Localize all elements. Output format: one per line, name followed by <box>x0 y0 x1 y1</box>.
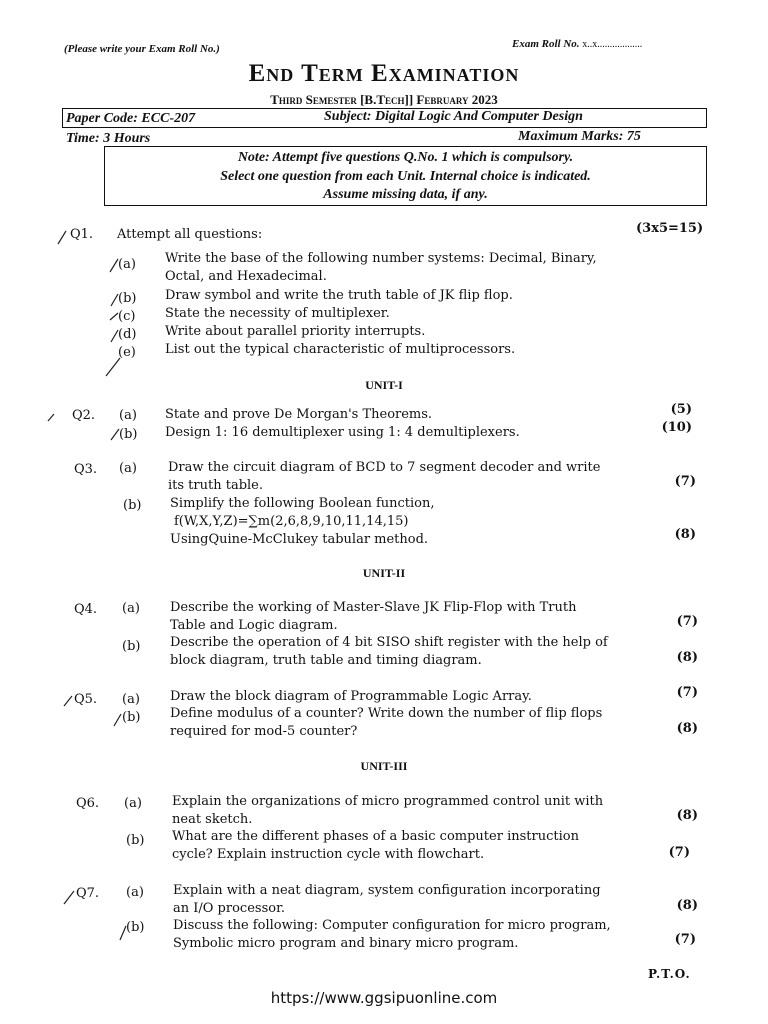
q5-a-marks: (7) <box>676 685 698 700</box>
q1-a-text-2: Octal, and Hexadecimal. <box>165 269 327 284</box>
q7-number: Q7. <box>76 886 100 901</box>
q1-b-label: (b) <box>118 291 137 306</box>
roll-value: x..x.................. <box>582 39 643 50</box>
q5-b-label: (b) <box>122 710 141 725</box>
website-url[interactable]: https://www.ggsipuonline.com <box>270 989 498 1007</box>
q4-a-label: (a) <box>122 601 140 616</box>
tick-mark-icon <box>58 231 66 244</box>
q7-b-marks: (7) <box>674 932 696 947</box>
tick-mark-icon <box>48 414 54 421</box>
q6-number: Q6. <box>76 796 100 811</box>
q6-a-label: (a) <box>124 796 142 811</box>
note-line-3: Assume missing data, if any. <box>323 187 488 202</box>
q1-d-label: (d) <box>118 327 137 342</box>
tick-mark-icon <box>106 358 120 376</box>
q3-b-marks: (8) <box>674 527 696 542</box>
q6-a-text-2: neat sketch. <box>172 812 253 827</box>
q1-e-label: (e) <box>118 345 136 360</box>
q4-a-text-2: Table and Logic diagram. <box>170 618 338 633</box>
q6-a-text-1: Explain the organizations of micro programmed control unit with <box>172 794 604 809</box>
q3-b-label: (b) <box>123 498 142 513</box>
q1-text: Attempt all questions: <box>117 227 263 242</box>
maximum-marks: Maximum Marks: 75 <box>518 129 641 144</box>
q4-b-marks: (8) <box>676 650 698 665</box>
paper-code: Paper Code: ECC-207 <box>66 111 196 126</box>
q2-number: Q2. <box>72 408 96 423</box>
tick-mark-icon <box>110 259 118 272</box>
subject: Subject: Digital Logic And Computer Design <box>324 109 583 124</box>
q6-b-text-2: cycle? Explain instruction cycle with flowchart. <box>172 847 485 862</box>
q4-b-label: (b) <box>122 639 141 654</box>
pto-label: P.T.O. <box>648 967 691 981</box>
q6-a-marks: (8) <box>676 808 698 823</box>
q1-number: Q1. <box>70 227 94 242</box>
q3-number: Q3. <box>74 462 98 477</box>
tick-mark-icon <box>111 294 118 306</box>
q1-c-label: (c) <box>118 309 136 324</box>
q2-b-marks: (10) <box>661 420 692 435</box>
note-line-2: Select one question from each Unit. Internal choice is indicated. <box>220 169 591 184</box>
q7-b-text-1: Discuss the following: Computer configuration for micro program, <box>173 918 611 933</box>
q1-b-text: Draw symbol and write the truth table of JK flip flop. <box>165 288 513 303</box>
q7-a-text-1: Explain with a neat diagram, system configuration incorporating <box>173 883 601 898</box>
unit-3-heading: UNIT-III <box>360 759 408 773</box>
q5-b-text-1: Define modulus of a counter? Write down the number of flip flops <box>170 706 603 721</box>
q3-b-function: f(W,X,Y,Z)=∑m(2,6,8,9,10,11,14,15) <box>174 514 409 529</box>
exam-title: End Term Examination <box>248 60 520 87</box>
semester-line: Third Semester [B.Tech]] February 2023 <box>270 92 498 107</box>
q1-d-text: Write about parallel priority interrupts. <box>165 324 426 339</box>
unit-2-heading: UNIT-II <box>362 566 406 580</box>
q3-b-text-3: UsingQuine-McClukey tabular method. <box>170 532 429 547</box>
q7-b-text-2: Symbolic micro program and binary micro program. <box>173 936 519 951</box>
q1-e-text: List out the typical characteristic of multiprocessors. <box>165 342 516 357</box>
tick-mark-icon <box>120 926 126 940</box>
q7-a-marks: (8) <box>676 898 698 913</box>
q4-b-text-1: Describe the operation of 4 bit SISO shift register with the help of <box>170 635 608 650</box>
q7-a-label: (a) <box>126 885 144 900</box>
q2-b-label: (b) <box>119 427 138 442</box>
q5-a-label: (a) <box>122 692 140 707</box>
time-allowed: Time: 3 Hours <box>66 131 151 146</box>
q6-b-text-1: What are the different phases of a basic computer instruction <box>172 829 579 844</box>
tick-mark-icon <box>110 313 118 320</box>
q1-marks: (3x5=15) <box>636 221 704 236</box>
q3-a-label: (a) <box>119 461 137 476</box>
roll-label-text: Exam Roll No. <box>512 38 580 50</box>
q1-a-label: (a) <box>118 257 136 272</box>
q4-number: Q4. <box>74 602 98 617</box>
q3-a-text-2: its truth table. <box>168 478 264 493</box>
roll-note: (Please write your Exam Roll No.) <box>64 43 220 55</box>
q5-b-text-2: required for mod-5 counter? <box>170 724 358 739</box>
q7-a-text-2: an I/O processor. <box>173 901 285 916</box>
tick-mark-icon <box>64 696 72 706</box>
q6-b-label: (b) <box>126 833 145 848</box>
q2-a-marks: (5) <box>670 402 692 417</box>
tick-mark-icon <box>64 891 74 904</box>
q4-a-marks: (7) <box>676 614 698 629</box>
tick-mark-icon <box>111 330 118 342</box>
unit-1-heading: UNIT-I <box>365 378 403 392</box>
q4-a-text-1: Describe the working of Master-Slave JK Flip-Flop with Truth <box>170 600 577 615</box>
q5-b-marks: (8) <box>676 721 698 736</box>
q5-number: Q5. <box>74 692 98 707</box>
tick-mark-icon <box>114 714 121 726</box>
q5-a-text: Draw the block diagram of Programmable Logic Array. <box>170 689 532 704</box>
q2-b-text: Design 1: 16 demultiplexer using 1: 4 demultiplexers. <box>165 425 520 440</box>
q1-a-text: Write the base of the following number systems: Decimal, Binary, <box>165 251 597 266</box>
q4-b-text-2: block diagram, truth table and timing diagram. <box>170 653 482 668</box>
note-line-1: Note: Attempt five questions Q.No. 1 which is compulsory. <box>237 150 574 165</box>
q1-c-text: State the necessity of multiplexer. <box>165 306 390 321</box>
q2-a-text: State and prove De Morgan's Theorems. <box>165 407 433 422</box>
q3-a-text-1: Draw the circuit diagram of BCD to 7 segment decoder and write <box>168 460 601 475</box>
q2-a-label: (a) <box>119 408 137 423</box>
tick-mark-icon <box>111 429 119 440</box>
q6-b-marks: (7) <box>668 845 690 860</box>
q3-b-text-1: Simplify the following Boolean function, <box>170 496 435 511</box>
q7-b-label: (b) <box>126 920 145 935</box>
q3-a-marks: (7) <box>674 474 696 489</box>
